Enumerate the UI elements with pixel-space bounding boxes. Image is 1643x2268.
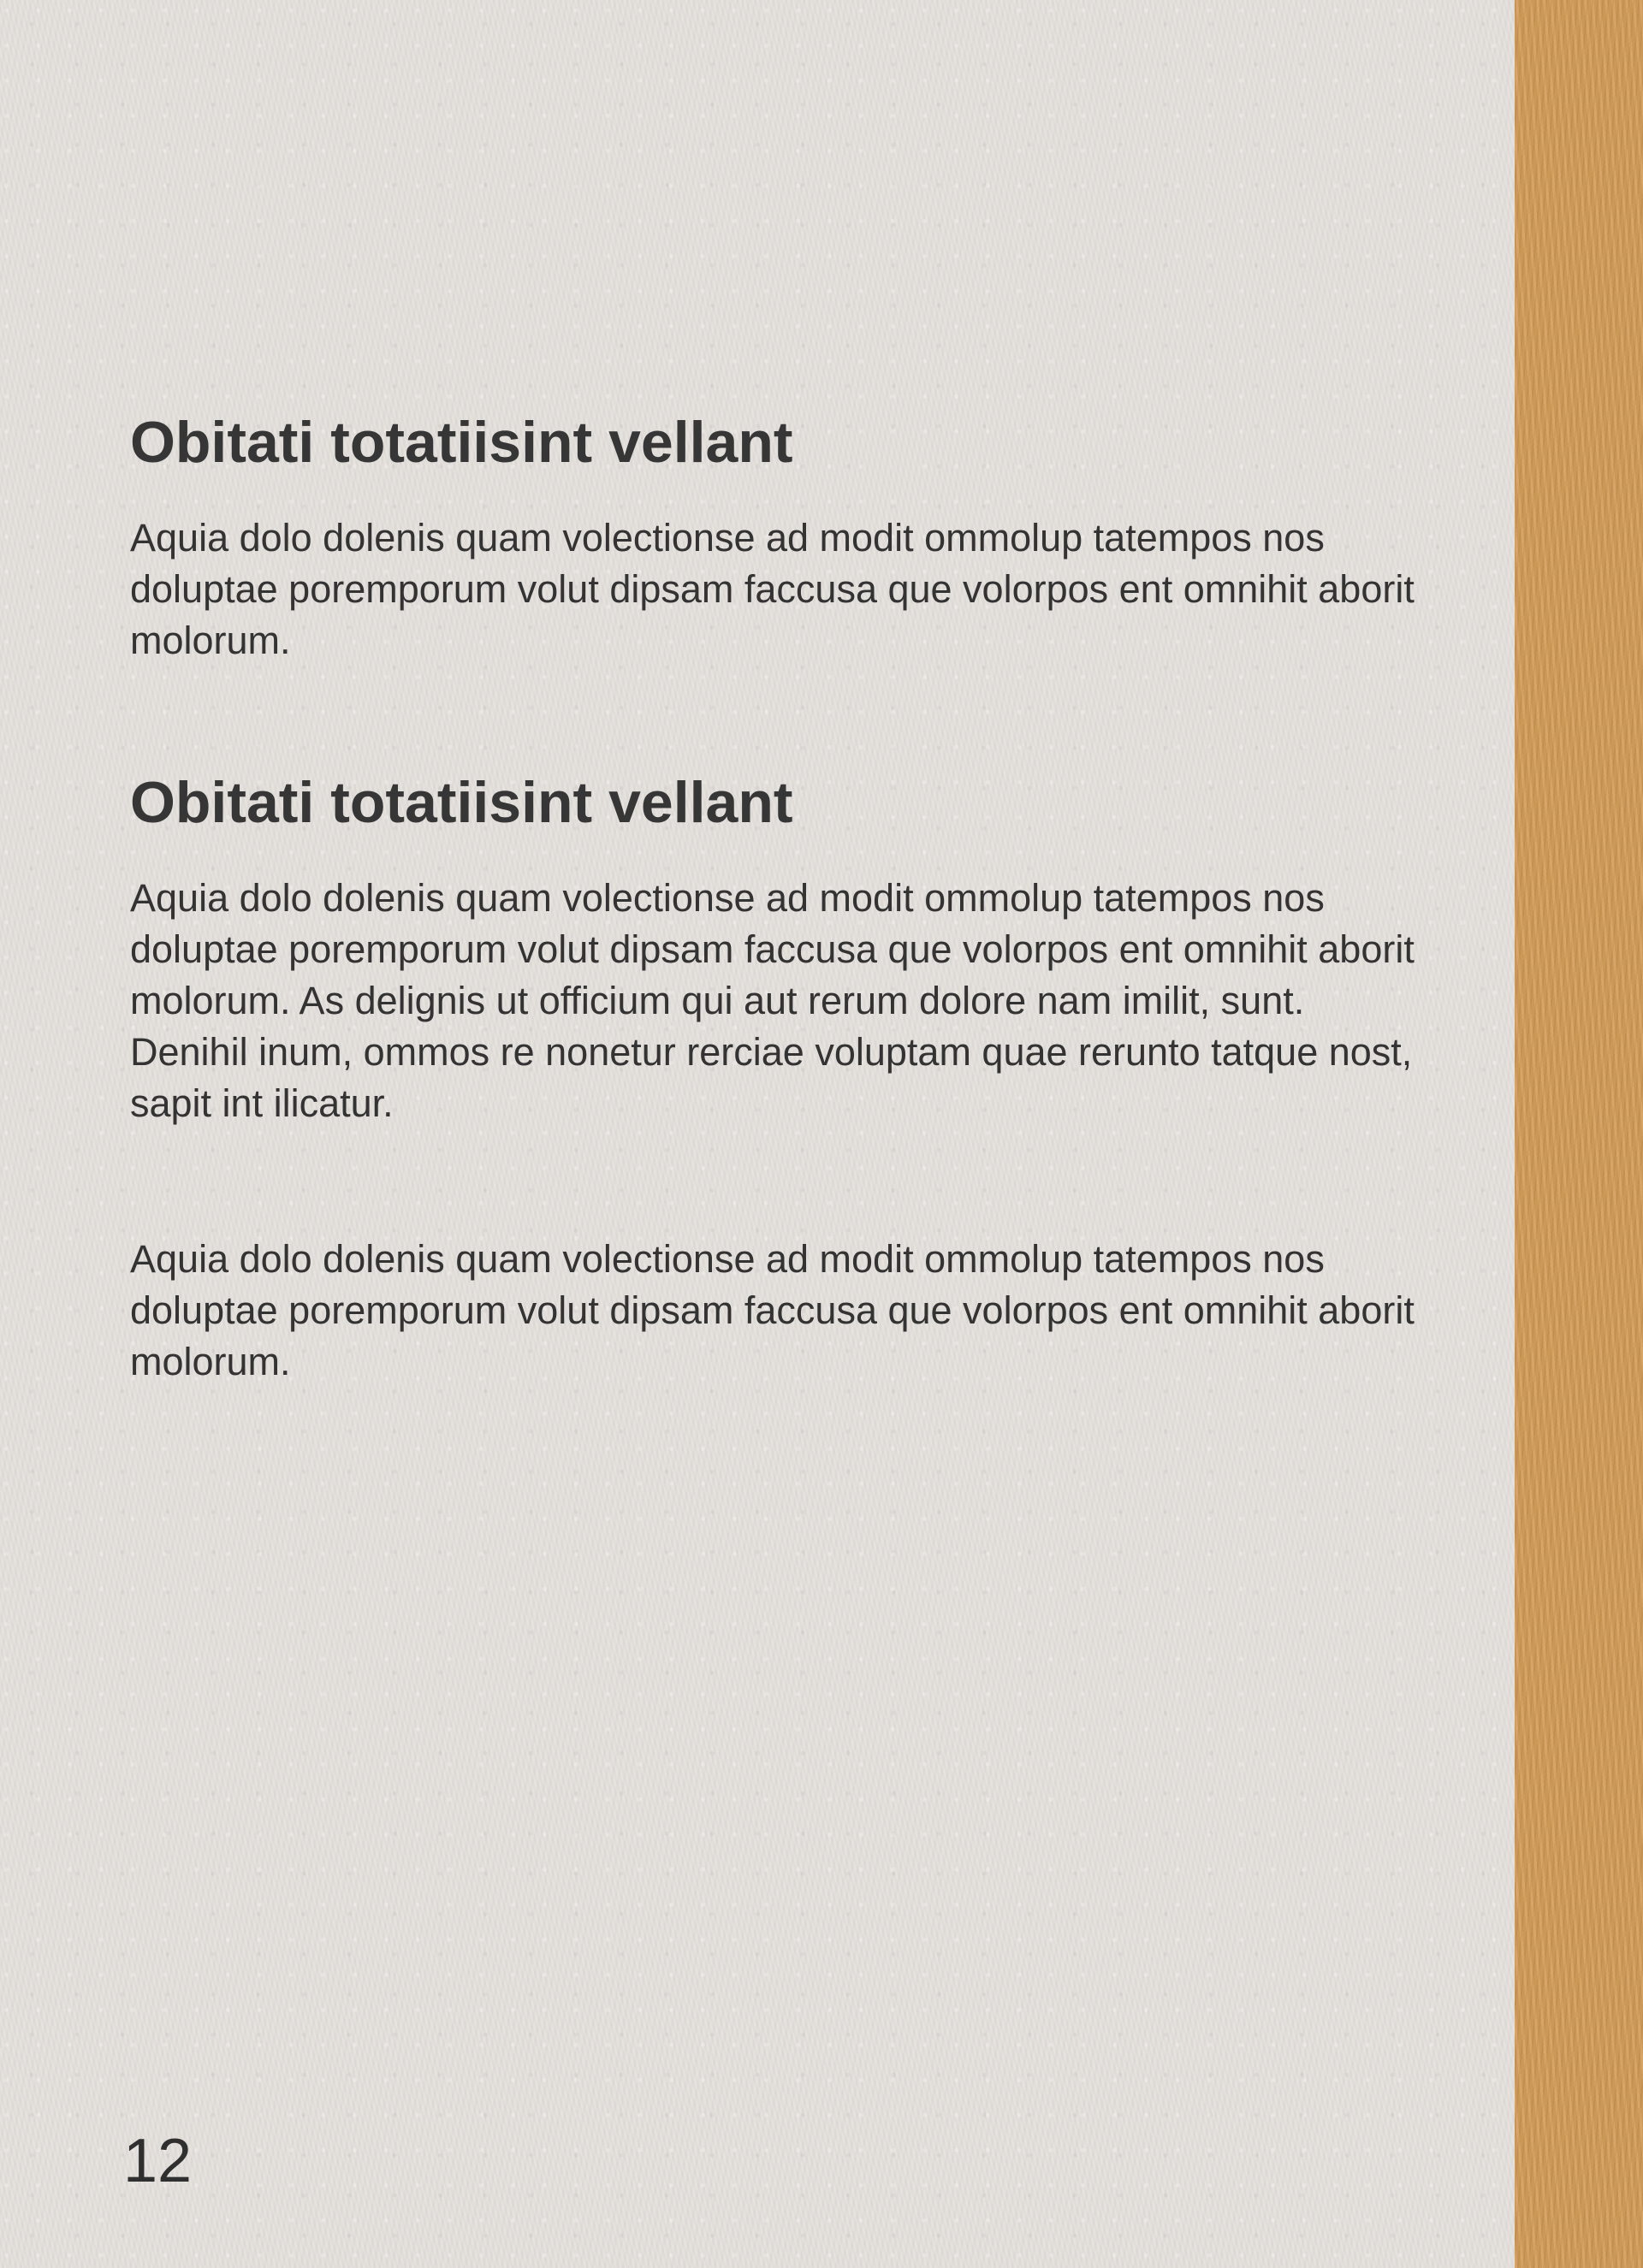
decorative-side-band [1515,0,1643,2268]
section-paragraph: Aquia dolo dolenis quam volectionse ad modit ommolup tatempos nos doluptae poremporum volut dipsam faccusa que volorpos ent omnihit aborit molorum. [130,515,1415,662]
page-content [130,411,1431,1388]
section-paragraph: Aquia dolo dolenis quam volectionse ad modit ommolup tatempos nos doluptae poremporum volut dipsam faccusa que volorpos ent omnihit aborit molorum. [130,1236,1415,1383]
section-1 [130,411,1431,666]
section-paragraph: Aquia dolo dolenis quam volectionse ad modit ommolup tatempos nos doluptae poremporum volut dipsam faccusa que volorpos ent omnihit aborit molorum. As delignis ut officium qui aut rerum dolore nam imilit, sunt. Denihil inum, ommos re nonetur rerciae voluptam quae rerunto tatque nost, sapit int ilicatur. [130,875,1415,1125]
section-2 [130,771,1431,1129]
page-number: 12 [123,2127,193,2195]
section-heading: Obitati totatiisint vellant [130,410,793,475]
section-heading: Obitati totatiisint vellant [130,769,793,835]
section-3 [130,1234,1431,1388]
